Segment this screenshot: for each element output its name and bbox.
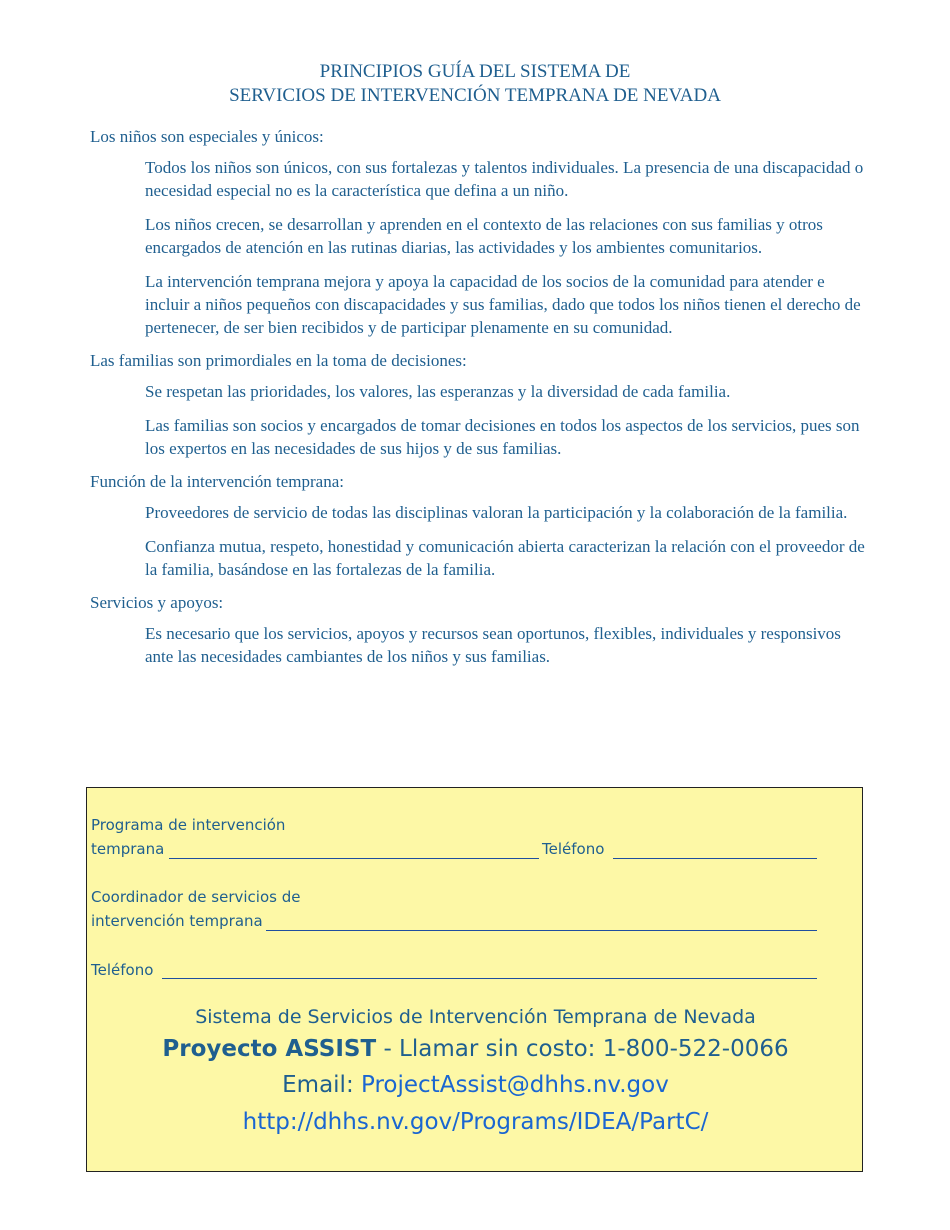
section-families [90,350,870,460]
contact-info-box [86,787,863,1172]
program-field[interactable] [169,858,539,859]
email-line [87,1072,864,1098]
title-line-2: SERVICIOS DE INTERVENCIÓN TEMPRANA DE NEVADA [229,85,721,106]
email-label: Email: [282,1072,362,1098]
paragraph: La intervención temprana mejora y apoya la capacidad de los socios de la comunidad para atender e incluir a niños pequeños con discapacidades y sus familias, dado que todos los niños tienen el derecho de pertenecer, de ser bien recibidos y de participar plenamente en su comunidad. [145,272,861,337]
paragraph: Proveedores de servicio de todas las disciplinas valoran la participación y la colaboración de la familia. [145,503,848,522]
page-title [0,60,950,108]
website-link[interactable]: http://dhhs.nv.gov/Programs/IDEA/PartC/ [242,1109,709,1135]
paragraph: Las familias son socios y encargados de tomar decisiones en todos los aspectos de los servicios, pues son los expertos en las necesidades de sus hijos y de sus familias. [145,416,860,458]
section-function [90,471,870,581]
phone-label-2: Teléfono [91,961,154,979]
project-name: Proyecto ASSIST [162,1036,377,1062]
program-label-line1: Programa de intervención [91,816,286,834]
coordinator-phone-field[interactable] [162,978,817,979]
paragraph: Es necesario que los servicios, apoyos y recursos sean oportunos, flexibles, individuales y responsivos ante las necesidades cambiantes de los niños y sus familias. [145,624,841,666]
project-line [87,1036,864,1062]
system-name: Sistema de Servicios de Intervención Temprana de Nevada [195,1006,756,1028]
coordinator-label-line1: Coordinador de servicios de [91,888,301,906]
coordinator-label-line2: intervención temprana [91,912,263,930]
section-children [90,126,870,339]
phone-label: Teléfono [542,840,605,858]
title-line-1: PRINCIPIOS GUÍA DEL SISTEMA DE [319,61,631,82]
section-heading: Las familias son primordiales en la toma de decisiones: [90,351,467,370]
section-heading: Los niños son especiales y únicos: [90,127,324,146]
email-link[interactable]: ProjectAssist@dhhs.nv.gov [361,1072,669,1098]
paragraph: Confianza mutua, respeto, honestidad y comunicación abierta caracterizan la relación con el proveedor de la familia, basándose en las fortalezas de la familia. [145,537,865,579]
principles-content [90,126,870,679]
paragraph: Todos los niños son únicos, con sus fortalezas y talentos individuales. La presencia de una discapacidad o necesidad especial no es la característica que defina a un niño. [145,158,864,200]
paragraph: Se respetan las prioridades, los valores, las esperanzas y la diversidad de cada familia. [145,382,731,401]
coordinator-field[interactable] [266,930,817,931]
section-services [90,592,870,668]
section-heading: Servicios y apoyos: [90,593,224,612]
section-heading: Función de la intervención temprana: [90,472,344,491]
call-text: - Llamar sin costo: 1-800-522-0066 [376,1036,789,1062]
program-phone-field[interactable] [613,858,817,859]
program-label-line2: temprana [91,840,165,858]
paragraph: Los niños crecen, se desarrollan y aprenden en el contexto de las relaciones con sus familias y otros encargados de atención en las rutinas diarias, las actividades y los ambientes comunitarios. [145,215,823,257]
